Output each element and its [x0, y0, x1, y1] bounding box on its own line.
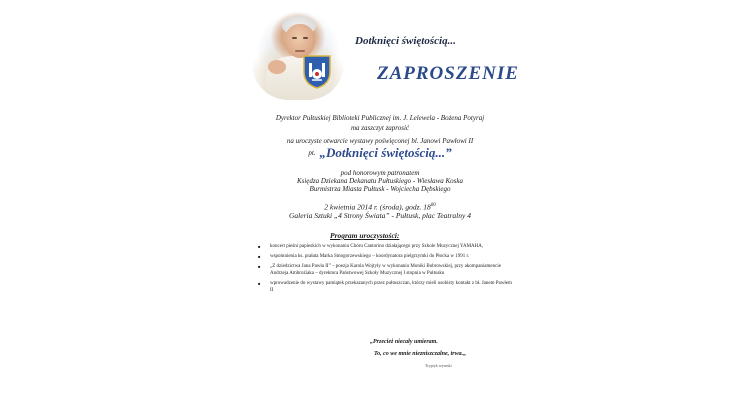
exhibition-name: „Dotknięci świętością...” [319, 145, 452, 160]
patronage-line: pod honorowym patronatem [340, 169, 420, 177]
subtitle: Dotknięci świętością... [355, 35, 456, 47]
pt-prefix: pt. [308, 149, 316, 157]
page-title: ZAPROSZENIE [377, 63, 519, 84]
patron-mayor: Burmistrza Miasta Pułtusk - Wojciecha Dębskiego [309, 185, 451, 193]
quote-line-2: To, co we mnie niezniszczalne, trwa.„ [374, 351, 467, 357]
event-date-text: 2 kwietnia 2014 r. (środa), godz. 18 [324, 202, 431, 212]
program-heading: Program uroczystości: [330, 231, 400, 240]
list-item: ■ wspomnienia ks. prałata Marka Smogorzewskiego – koordynatora pielgrzymki do Płocka w 1991 r. [256, 253, 516, 260]
event-place: Galeria Sztuki „4 Strony Świata” - Pułtusk, plac Teatralny 4 [289, 211, 471, 220]
event-time-minutes: 00 [430, 203, 436, 208]
organizer-line: Dyrektor Pułtuskiej Biblioteki Publicznej im. J. Lelewela - Bożena Potyraj [275, 114, 485, 122]
list-item: ■ wprowadzenie do wystawy pamiątek przekazanych przez pułtuszczan, którzy mieli osobisty kontakt z bł. Janem Pawłem II [256, 280, 516, 294]
quote-line-1: „Przecież niecały umieram. [370, 339, 438, 345]
list-item: ■ „Z dziedzictwa Jana Pawła II” – poezja Karola Wojtyły w wykonaniu Moniki Bobrowskiej, przy akompaniamencie Andrzeja Ambrożiaka – dyrektora Państwowej Szkoły Muzycznej I stopnia w Pułtusku [256, 263, 516, 277]
quote-author: Tryptyk rzymski [425, 363, 452, 368]
coat-of-arms-icon [302, 54, 332, 90]
list-item: ■ koncert pieśni papieskich w wykonaniu Chóru Cantorino działającego przy Szkole Muzycznej YAMAHA, [256, 243, 516, 250]
event-line: na uroczyste otwarcie wystawy poświęconej bl. Janowi Pawłowi II [286, 137, 474, 145]
invite-line: ma zaszczyt zaprosić [350, 124, 410, 132]
event-date [240, 201, 520, 212]
exhibition-title [240, 145, 520, 160]
patron-dean: Księdza Dziekana Dekanatu Pułtuskiego - Wiesława Koska [296, 177, 464, 185]
program-list [256, 243, 516, 297]
